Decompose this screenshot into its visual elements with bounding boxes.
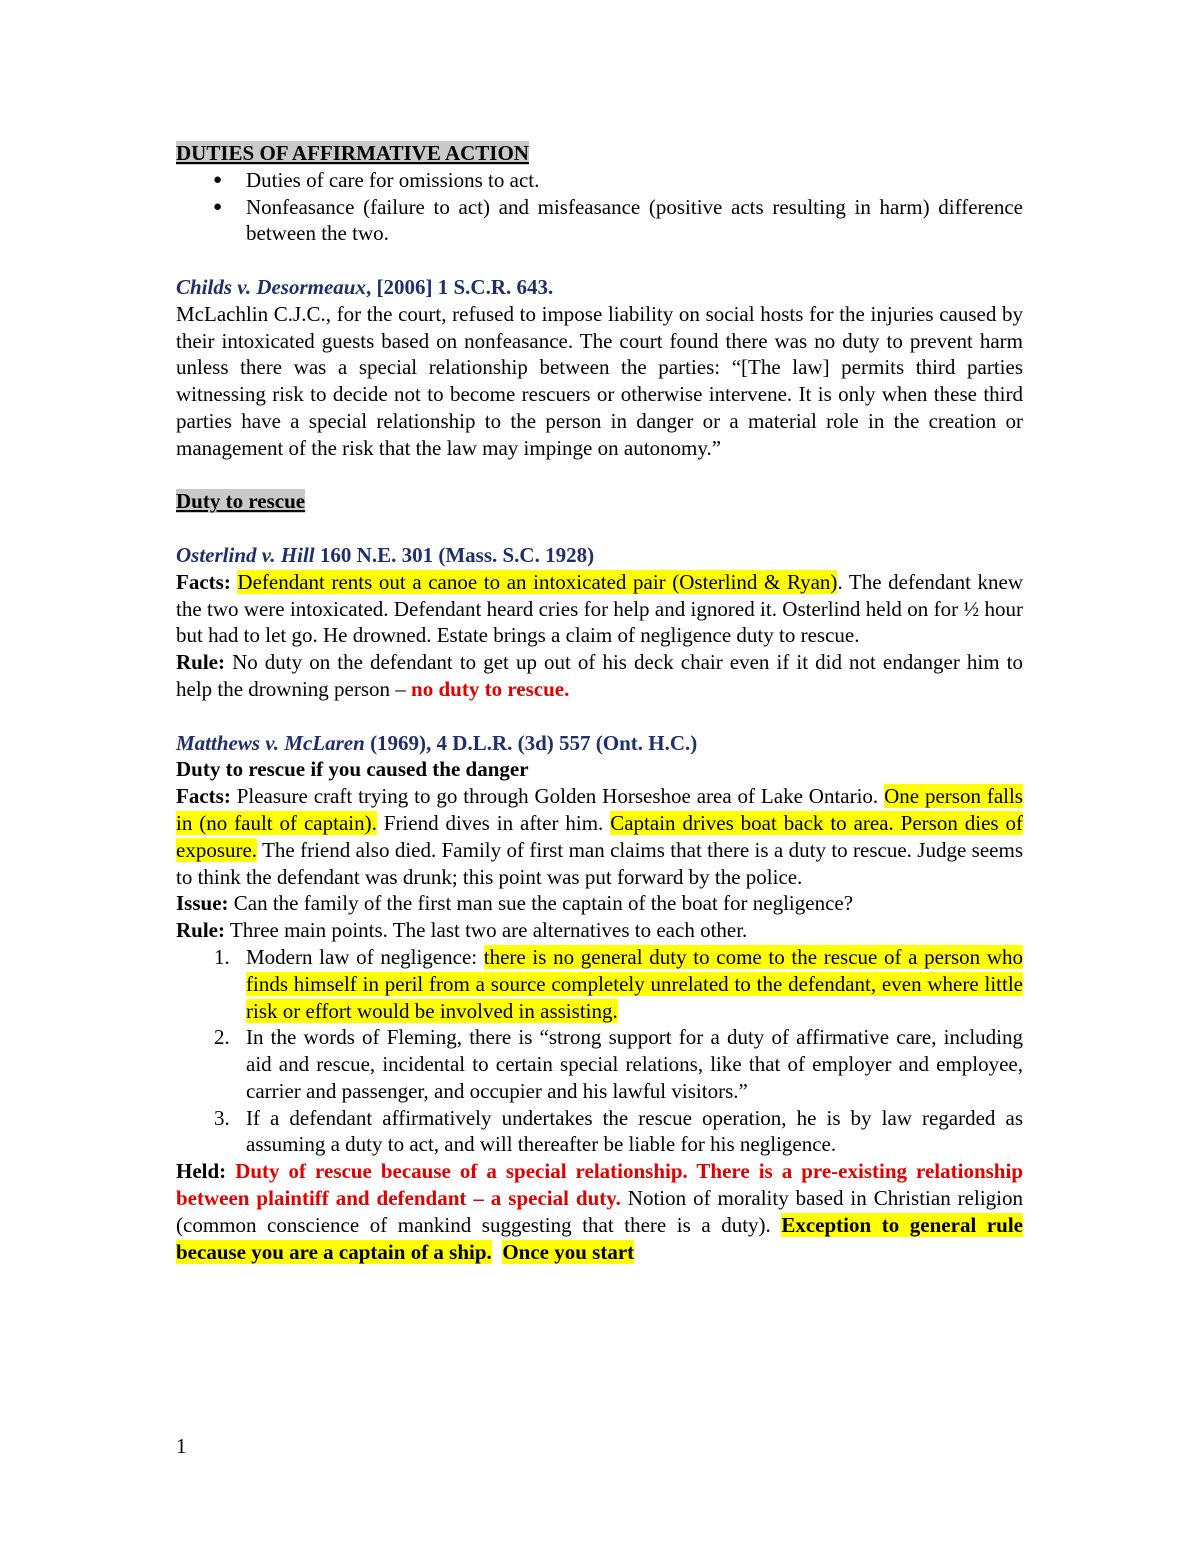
matthews-rule: Rule: Three main points. The last two are alternatives to each other.	[176, 918, 748, 943]
case-title-childs	[176, 274, 1023, 301]
highlight: Defendant rents out a canoe to an intoxicated pair (Osterlind & Ryan)	[237, 569, 838, 594]
case-title-osterlind	[176, 542, 1023, 569]
case-citation: , [2006] 1 S.C.R. 643.	[365, 274, 554, 299]
rule-point: 1. Modern law of negligence: there is no general duty to come to the rescue of a person who finds himself in peril from a source completely unrelated to the defendant, even where little risk or effort would be involved in assisting.	[214, 944, 1023, 1023]
main-heading-line	[176, 140, 1023, 167]
matthews-issue: Issue: Can the family of the first man sue the captain of the boat for negligence?	[176, 891, 854, 916]
rule-conclusion: no duty to rescue.	[411, 676, 570, 701]
bullet-list	[176, 167, 1023, 247]
highlight: One person falls in (no fault of captain).	[176, 784, 1023, 835]
held-conclusion: Duty of rescue because of a special relationship. There is a pre-existing relationship between plaintiff and defendant – a special duty.	[176, 1159, 1023, 1211]
highlight: there is no general duty to come to the rescue of a person who finds himself in peril from a source completely unrelated to the defendant, even where little risk or effort would be involved in assisting.	[246, 944, 1023, 1023]
childs-summary: McLachlin C.J.C., for the court, refused to impose liability on social hosts for the injuries caused by their intoxicated guests based on nonfeasance. The court found there was no duty to prevent harm unless there was a special relationship between the parties: “[The law] permits third parties witnessing risk to decide not to become rescuers or otherwise intervene. It is only when these third parties have a special relationship to the person in danger or a material role in the creation or management of the risk that the law may impinge on autonomy.”	[176, 301, 1023, 460]
case-name: Osterlind v. Hill	[176, 542, 315, 567]
osterlind-rule: Rule: No duty on the defendant to get up out of his deck chair even if it did not endanger him to help the drowning person – no duty to rescue.	[176, 650, 1023, 701]
rule-point: 3. If a defendant affirmatively undertakes the rescue operation, he is by law regarded as assuming a duty to act, and will thereafter be liable for his negligence.	[214, 1105, 1023, 1157]
matthews-facts: Facts: Pleasure craft trying to go through Golden Horseshoe area of Lake Ontario. One person falls in (no fault of captain). Friend dives in after him. Captain drives boat back to area. Person dies of exposure. The friend also died. Family of first man claims that there is a duty to rescue. Judge seems to think the defendant was drunk; this point was put forward by the police.	[176, 784, 1023, 889]
rule-point: 2. In the words of Fleming, there is “strong support for a duty of affirmative care, including aid and rescue, incidental to certain special relations, like that of employer and employee, carrier and passenger, and occupier and his lawful visitors.”	[214, 1025, 1023, 1103]
subheading-duty-to-rescue: Duty to rescue	[176, 489, 306, 514]
case-citation: 160 N.E. 301 (Mass. S.C. 1928)	[314, 542, 595, 567]
rule-points-list	[176, 944, 1023, 1158]
case-title-matthews	[176, 730, 1023, 757]
case-name: Childs v. Desormeaux	[176, 274, 366, 299]
bullet-item: ● Duties of care for omissions to act.	[176, 167, 1023, 194]
bullet-item: ● Nonfeasance (failure to act) and misfeasance (positive acts resulting in harm) difference between the two.	[176, 194, 1023, 248]
case-name: Matthews v. McLaren	[176, 730, 365, 755]
matthews-held: Held: Duty of rescue because of a special relationship. There is a pre-existing relationship between plaintiff and defendant – a special duty. Notion of morality based in Christian religion (common conscience of mankind suggesting that there is a duty). Exception to general rule because you are a captain of a ship. Once you start	[176, 1159, 1023, 1264]
page-number: 1	[176, 1434, 187, 1458]
case-citation: (1969), 4 D.L.R. (3d) 557 (Ont. H.C.)	[364, 730, 698, 755]
highlight: Once you start	[502, 1239, 635, 1264]
document-page	[176, 140, 1023, 1265]
subheading-line	[176, 488, 1023, 515]
main-heading: DUTIES OF AFFIRMATIVE ACTION	[176, 141, 529, 165]
matthews-subtitle: Duty to rescue if you caused the danger	[176, 757, 529, 782]
highlight: Captain drives boat back to area. Person dies of exposure.	[176, 810, 1023, 862]
highlight: Exception to general rule because you are a captain of a ship.	[176, 1212, 1023, 1264]
osterlind-facts: Facts: Defendant rents out a canoe to an intoxicated pair (Osterlind & Ryan). The defendant knew the two were intoxicated. Defendant heard cries for help and ignored it. Osterlind held on for ½ hour but had to let go. He drowned. Estate brings a claim of negligence duty to rescue.	[176, 569, 1024, 648]
